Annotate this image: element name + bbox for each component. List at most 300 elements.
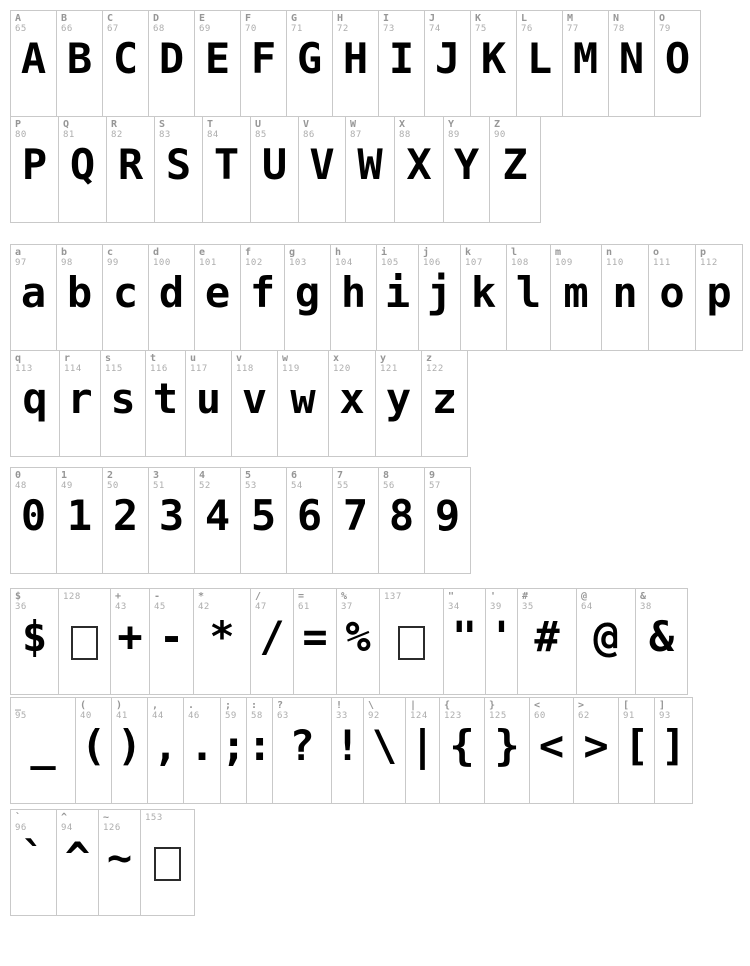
- glyph-label-char: V: [303, 119, 310, 130]
- glyph-label: [103, 813, 121, 833]
- glyph-preview: D: [158, 34, 185, 83]
- glyph-preview: s: [110, 374, 136, 423]
- glyph-label: [107, 471, 119, 491]
- glyph-label: [61, 248, 73, 268]
- glyph-preview: 7: [342, 491, 369, 540]
- glyph-preview: ~: [106, 833, 133, 882]
- glyph-label-code: 33: [336, 711, 348, 721]
- glyph-preview: ": [451, 612, 478, 661]
- glyph-label-code: 109: [555, 258, 573, 268]
- glyph-preview: V: [309, 140, 335, 189]
- glyph-cell-75: [470, 10, 517, 117]
- glyph-label-code: 74: [429, 24, 441, 34]
- glyph-preview: x: [339, 374, 365, 423]
- section-symbols-3: [10, 809, 750, 916]
- glyph-cell-98: [56, 244, 103, 351]
- glyph-preview: X: [406, 140, 432, 189]
- glyph-label-char: ^: [61, 812, 68, 823]
- glyph-preview: 8: [388, 491, 415, 540]
- glyph-cell-119: [277, 350, 329, 457]
- glyph-preview: L: [526, 34, 553, 83]
- glyph-label: [336, 701, 348, 721]
- glyph-cell-110: [601, 244, 649, 351]
- glyph-label-char: 4: [199, 470, 206, 481]
- glyph-cell-106: [418, 244, 461, 351]
- glyph-preview: f: [249, 268, 276, 317]
- glyph-label-char: h: [335, 247, 342, 258]
- glyph-cell-126: [98, 809, 141, 916]
- glyph-cell-33: [331, 697, 364, 804]
- glyph-cell-86: [298, 116, 346, 223]
- glyph-cell-80: [10, 116, 59, 223]
- glyph-label-char: (: [80, 700, 87, 711]
- glyph-label-char: D: [153, 13, 160, 24]
- glyph-preview: B: [66, 34, 93, 83]
- glyph-cell-122: [421, 350, 468, 457]
- glyph-cell-123: [439, 697, 485, 804]
- glyph-label-char: +: [115, 591, 122, 602]
- glyph-label: [199, 14, 211, 34]
- glyph-label-char: O: [659, 13, 666, 24]
- glyph-cell-73: [378, 10, 425, 117]
- glyph-label: [429, 471, 441, 491]
- glyph-label-code: 46: [188, 711, 200, 721]
- glyph-cell-39: [485, 588, 518, 695]
- glyph-label-char: t: [150, 353, 157, 364]
- glyph-label-code: 61: [298, 602, 310, 612]
- glyph-label-char: d: [153, 247, 160, 258]
- glyph-label: [15, 354, 33, 374]
- glyph-label: [429, 14, 441, 34]
- glyph-label-code: 105: [381, 258, 399, 268]
- glyph-cell-54: [286, 467, 333, 574]
- glyph-label: [153, 248, 171, 268]
- glyph-preview: 9: [434, 491, 461, 540]
- glyph-label: [700, 248, 718, 268]
- glyph-label-char: P: [15, 119, 22, 130]
- charmap: [0, 10, 750, 916]
- glyph-label: [613, 14, 625, 34]
- glyph-preview: [: [623, 721, 650, 770]
- glyph-preview: @: [593, 612, 619, 661]
- glyph-label: [581, 592, 593, 612]
- glyph-cell-101: [194, 244, 241, 351]
- glyph-cell-48: [10, 467, 57, 574]
- glyph-label: [207, 120, 219, 140]
- glyph-cell-64: [576, 588, 636, 695]
- glyph-label-char: \: [368, 700, 375, 711]
- glyph-row: [10, 350, 750, 457]
- glyph-label-code: 36: [15, 602, 27, 612]
- glyph-label: [659, 14, 671, 34]
- glyph-label-code: 82: [111, 130, 123, 140]
- glyph-preview: l: [515, 268, 542, 317]
- glyph-preview: [141, 837, 194, 879]
- glyph-label-code: 37: [341, 602, 353, 612]
- glyph-label-char: m: [555, 247, 562, 258]
- glyph-label: [282, 354, 300, 374]
- glyph-label-code: 128: [63, 592, 81, 602]
- glyph-preview: a: [20, 268, 47, 317]
- glyph-label-code: 70: [245, 24, 257, 34]
- glyph-label: [15, 248, 27, 268]
- glyph-label-char: b: [61, 247, 68, 258]
- glyph-label-char: _: [15, 700, 22, 711]
- glyph-label-char: Z: [494, 119, 501, 130]
- glyph-cell-111: [648, 244, 696, 351]
- glyph-preview: ;: [221, 721, 247, 770]
- glyph-label-code: 118: [236, 364, 254, 374]
- glyph-cell-107: [460, 244, 507, 351]
- glyph-row: [10, 467, 750, 574]
- glyph-label-code: 62: [578, 711, 590, 721]
- glyph-label-char: 5: [245, 470, 252, 481]
- glyph-cell-68: [148, 10, 195, 117]
- glyph-label-char: J: [429, 13, 436, 24]
- glyph-cell-100: [148, 244, 195, 351]
- glyph-label-char: &: [640, 591, 647, 602]
- glyph-label-code: 59: [225, 711, 237, 721]
- glyph-label: [511, 248, 529, 268]
- glyph-cell-49: [56, 467, 103, 574]
- glyph-label: [116, 701, 128, 721]
- glyph-label-code: 87: [350, 130, 362, 140]
- glyph-label: [623, 701, 635, 721]
- glyph-preview: ]: [660, 721, 687, 770]
- glyph-cell-103: [284, 244, 331, 351]
- glyph-preview: u: [195, 374, 222, 423]
- glyph-label: [578, 701, 590, 721]
- glyph-label: [152, 701, 164, 721]
- glyph-cell-42: [193, 588, 251, 695]
- glyph-preview: ^: [64, 833, 91, 882]
- glyph-cell-121: [375, 350, 422, 457]
- glyph-preview: +: [117, 612, 143, 661]
- glyph-preview: 4: [204, 491, 231, 540]
- missing-glyph-box: [154, 847, 181, 881]
- glyph-label-code: 123: [444, 711, 462, 721]
- glyph-cell-117: [185, 350, 232, 457]
- glyph-cell-92: [363, 697, 406, 804]
- glyph-cell-82: [106, 116, 155, 223]
- glyph-label-code: 81: [63, 130, 75, 140]
- glyph-label-char: |: [410, 700, 417, 711]
- glyph-label-char: ;: [225, 700, 232, 711]
- glyph-label-code: 153: [145, 813, 163, 823]
- glyph-cell-112: [695, 244, 743, 351]
- glyph-label-code: 35: [522, 602, 534, 612]
- glyph-label-code: 73: [383, 24, 395, 34]
- glyph-preview: m: [563, 268, 589, 317]
- glyph-label: [465, 248, 483, 268]
- glyph-label: [337, 14, 349, 34]
- glyph-label: [190, 354, 208, 374]
- glyph-preview: ': [488, 612, 515, 661]
- glyph-label-code: 90: [494, 130, 506, 140]
- glyph-preview: U: [261, 140, 288, 189]
- glyph-cell-85: [250, 116, 299, 223]
- glyph-label: [653, 248, 671, 268]
- glyph-preview: v: [241, 374, 268, 423]
- glyph-label: [63, 120, 75, 140]
- glyph-cell-74: [424, 10, 471, 117]
- glyph-label-char: H: [337, 13, 344, 24]
- glyph-cell-105: [376, 244, 419, 351]
- glyph-label-char: a: [15, 247, 22, 258]
- glyph-cell-113: [10, 350, 60, 457]
- glyph-label: [153, 14, 165, 34]
- glyph-preview: i: [384, 268, 411, 317]
- glyph-cell-81: [58, 116, 107, 223]
- glyph-preview: %: [345, 612, 371, 661]
- glyph-label-char: i: [381, 247, 388, 258]
- glyph-cell-65: [10, 10, 57, 117]
- glyph-preview: 5: [250, 491, 277, 540]
- glyph-label-char: 6: [291, 470, 298, 481]
- glyph-preview: E: [204, 34, 231, 83]
- glyph-label-char: `: [15, 812, 22, 823]
- glyph-label: [64, 354, 82, 374]
- glyph-label-code: 76: [521, 24, 533, 34]
- glyph-cell-40: [75, 697, 112, 804]
- glyph-label-char: v: [236, 353, 243, 364]
- glyph-cell-89: [443, 116, 490, 223]
- glyph-label: [107, 14, 119, 34]
- glyph-preview: F: [250, 34, 277, 83]
- glyph-label: [337, 471, 349, 491]
- glyph-cell-57: [424, 467, 471, 574]
- glyph-preview: P: [21, 140, 48, 189]
- glyph-cell-76: [516, 10, 563, 117]
- glyph-preview: .: [189, 721, 215, 770]
- glyph-cell-44: [147, 697, 184, 804]
- glyph-label-char: -: [154, 591, 161, 602]
- glyph-preview: q: [22, 374, 48, 423]
- glyph-label-char: :: [251, 700, 258, 711]
- glyph-label: [426, 354, 444, 374]
- glyph-label-code: 72: [337, 24, 349, 34]
- glyph-label-char: $: [15, 591, 22, 602]
- glyph-label-char: *: [198, 591, 205, 602]
- glyph-label: [159, 120, 171, 140]
- glyph-preview: 6: [296, 491, 323, 540]
- glyph-label-char: j: [423, 247, 430, 258]
- glyph-label-code: 39: [490, 602, 502, 612]
- glyph-cell-109: [550, 244, 602, 351]
- glyph-cell-108: [506, 244, 551, 351]
- glyph-label-code: 53: [245, 481, 257, 491]
- glyph-label-char: y: [380, 353, 387, 364]
- glyph-cell-102: [240, 244, 285, 351]
- glyph-cell-95: [10, 697, 76, 804]
- glyph-cell-43: [110, 588, 150, 695]
- glyph-label: [335, 248, 353, 268]
- glyph-cell-50: [102, 467, 149, 574]
- glyph-label: [291, 14, 303, 34]
- glyph-label-char: 7: [337, 470, 344, 481]
- glyph-label-char: x: [333, 353, 340, 364]
- glyph-label-char: ~: [103, 812, 110, 823]
- glyph-cell-116: [145, 350, 186, 457]
- glyph-preview: ?: [289, 721, 315, 770]
- glyph-cell-90: [489, 116, 541, 223]
- glyph-preview: \: [371, 721, 398, 770]
- glyph-preview: `: [20, 833, 47, 882]
- glyph-label-code: 100: [153, 258, 171, 268]
- glyph-preview: &: [648, 612, 675, 661]
- glyph-preview: <: [538, 721, 565, 770]
- glyph-label: [475, 14, 487, 34]
- glyph-label: [383, 14, 395, 34]
- glyph-preview: *: [209, 612, 235, 661]
- glyph-label-code: 137: [384, 592, 402, 602]
- glyph-label-char: l: [511, 247, 518, 258]
- glyph-cell-45: [149, 588, 194, 695]
- glyph-cell-96: [10, 809, 57, 916]
- glyph-label-code: 55: [337, 481, 349, 491]
- glyph-preview: 0: [20, 491, 47, 540]
- glyph-label-code: 125: [489, 711, 507, 721]
- glyph-cell-67: [102, 10, 149, 117]
- glyph-label-char: p: [700, 247, 707, 258]
- section-lowercase: [10, 244, 750, 457]
- glyph-label: [61, 813, 73, 833]
- glyph-label-code: 97: [15, 258, 27, 268]
- glyph-preview: Q: [69, 140, 96, 189]
- glyph-cell-120: [328, 350, 376, 457]
- glyph-preview: y: [385, 374, 412, 423]
- glyph-label: [448, 120, 460, 140]
- glyph-label: [277, 701, 289, 721]
- glyph-label-char: w: [282, 353, 289, 364]
- glyph-label: [333, 354, 351, 374]
- glyph-cell-78: [608, 10, 655, 117]
- glyph-label-char: G: [291, 13, 298, 24]
- glyph-label-code: 88: [399, 130, 411, 140]
- glyph-preview: =: [302, 612, 328, 661]
- glyph-preview: ,: [152, 721, 179, 770]
- glyph-label-code: 103: [289, 258, 307, 268]
- glyph-label-code: 77: [567, 24, 579, 34]
- glyph-label: [298, 592, 310, 612]
- glyph-preview: 1: [66, 491, 93, 540]
- glyph-cell-104: [330, 244, 377, 351]
- glyph-label-code: 102: [245, 258, 263, 268]
- glyph-label-char: Y: [448, 119, 455, 130]
- glyph-label: [199, 471, 211, 491]
- glyph-preview: C: [112, 34, 139, 83]
- glyph-label-char: {: [444, 700, 451, 711]
- glyph-label-char: I: [383, 13, 390, 24]
- glyph-label-char: ): [116, 700, 123, 711]
- glyph-cell-153: [140, 809, 195, 916]
- glyph-label-char: F: [245, 13, 252, 24]
- glyph-label-char: 1: [61, 470, 68, 481]
- glyph-cell-124: [405, 697, 440, 804]
- glyph-preview: G: [296, 34, 323, 83]
- glyph-label-char: X: [399, 119, 406, 130]
- glyph-label: [15, 14, 27, 34]
- glyph-cell-55: [332, 467, 379, 574]
- glyph-label: [606, 248, 624, 268]
- glyph-label-code: 68: [153, 24, 165, 34]
- glyph-label: [150, 354, 168, 374]
- glyph-label-char: /: [255, 591, 262, 602]
- glyph-label: [494, 120, 506, 140]
- glyph-label: [15, 592, 27, 612]
- glyph-preview: :: [247, 721, 273, 770]
- glyph-cell-125: [484, 697, 530, 804]
- glyph-label-code: 42: [198, 602, 210, 612]
- glyph-label-char: L: [521, 13, 528, 24]
- glyph-preview: w: [290, 374, 316, 423]
- glyph-row: [10, 244, 750, 351]
- glyph-preview: p: [706, 268, 732, 317]
- glyph-preview: O: [664, 34, 691, 83]
- glyph-cell-51: [148, 467, 195, 574]
- glyph-label: [255, 120, 267, 140]
- glyph-label-code: 75: [475, 24, 487, 34]
- glyph-label-char: g: [289, 247, 296, 258]
- glyph-label-code: 48: [15, 481, 27, 491]
- glyph-preview: (: [80, 721, 107, 770]
- glyph-label-code: 114: [64, 364, 82, 374]
- glyph-label: [303, 120, 315, 140]
- glyph-preview: t: [152, 374, 179, 423]
- glyph-row: [10, 588, 750, 695]
- glyph-label-code: 108: [511, 258, 529, 268]
- glyph-label-code: 67: [107, 24, 119, 34]
- glyph-preview: k: [470, 268, 497, 317]
- glyph-label-char: r: [64, 353, 71, 364]
- glyph-label-code: 110: [606, 258, 624, 268]
- glyph-preview: K: [480, 34, 507, 83]
- glyph-label: [350, 120, 362, 140]
- glyph-label-char: C: [107, 13, 114, 24]
- glyph-label-code: 122: [426, 364, 444, 374]
- glyph-preview: c: [112, 268, 139, 317]
- glyph-label-code: 34: [448, 602, 460, 612]
- glyph-label: [659, 701, 671, 721]
- glyph-label-code: 40: [80, 711, 92, 721]
- missing-glyph-box: [71, 626, 98, 660]
- glyph-preview: [380, 616, 443, 658]
- glyph-label-char: Q: [63, 119, 70, 130]
- glyph-preview: /: [259, 612, 285, 661]
- glyph-label: [444, 701, 462, 721]
- glyph-label-code: 92: [368, 711, 380, 721]
- glyph-label: [236, 354, 254, 374]
- glyph-label-code: 79: [659, 24, 671, 34]
- glyph-preview: _: [30, 721, 56, 770]
- glyph-label-code: 66: [61, 24, 73, 34]
- glyph-cell-128: [58, 588, 111, 695]
- section-symbols-1: [10, 588, 750, 695]
- glyph-label-code: 58: [251, 711, 263, 721]
- glyph-row: [10, 116, 750, 223]
- missing-glyph-box: [398, 626, 425, 660]
- glyph-label-char: =: [298, 591, 305, 602]
- glyph-label-char: N: [613, 13, 620, 24]
- glyph-cell-58: [246, 697, 273, 804]
- glyph-cell-93: [654, 697, 693, 804]
- glyph-cell-87: [345, 116, 395, 223]
- glyph-cell-114: [59, 350, 101, 457]
- glyph-label: [154, 592, 166, 612]
- glyph-label-char: T: [207, 119, 214, 130]
- glyph-label-code: 115: [105, 364, 123, 374]
- glyph-label-code: 124: [410, 711, 428, 721]
